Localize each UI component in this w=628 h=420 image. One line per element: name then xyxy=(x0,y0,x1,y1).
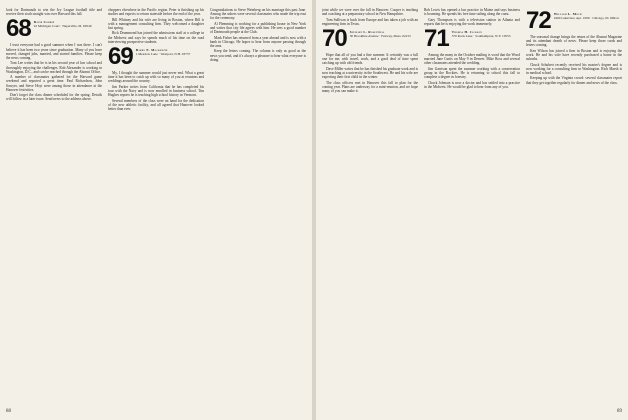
secretary-name: Stewart L. Rosenthal xyxy=(349,30,385,34)
left-column-1 xyxy=(6,8,102,402)
secretary-address: 370 Rock Lane · Southampton, N.Y. 10553 xyxy=(451,34,511,38)
paragraph: Mark Fisher has returned from a year abroad and is now with a bank in Chicago. He hopes to hear from anyone passing through the area. xyxy=(210,35,306,48)
paragraph: A number of classmates gathered for the Harvard game weekend and reported a great time. Paul Richardson, John Sawyer, and Steve Hoyt were among those in attendance at the Hanover festivities. xyxy=(6,75,102,92)
class-header-70 xyxy=(322,25,418,52)
secretary-address: 91 Michigan Court · Naperville, Ill. 60540 xyxy=(33,24,92,29)
secretary-name: William L. Moch xyxy=(553,12,582,16)
paragraph: Congratulations to Steve Weinberg on his marriage this past June. Among the ushers were several classmates who made the trip east for the ceremony. xyxy=(210,8,306,21)
class-secretary-info xyxy=(554,10,619,20)
right-page xyxy=(316,0,628,420)
paragraph: Keeping up with the Virginia crowd: several classmates report that they get together regularly for dinner and news of the class. xyxy=(526,76,622,85)
class-secretary-info xyxy=(452,28,511,38)
class-secretary-info xyxy=(136,46,191,56)
secretary-address: 1 Meadow Lane · Westport, N.H. 03757 xyxy=(135,52,191,56)
paragraph: Ken Wilson has joined a firm in Boston and is enjoying the work. He and his wife have recently purchased a home in the suburbs. xyxy=(526,48,622,62)
class-secretary-info xyxy=(34,18,92,28)
paragraph: Several members of the class were on hand for the dedication of the new athletic facility, and all agreed that Hanover looked better than ever. xyxy=(108,98,204,111)
class-year-number: 68 xyxy=(6,15,31,43)
class-header-72 xyxy=(526,10,622,32)
paragraph: Al Flemming is working for a publishing house in New York and writes that city life agrees with him. He sees a good number of Dartmouth people at the Club. xyxy=(210,21,306,35)
paragraph: joint while we were over the fall in Hanover. Cooper is teaching and coaching at a preparatory school in New Hampshire. xyxy=(322,8,418,17)
class-secretary-info xyxy=(350,28,411,38)
secretary-address: 2400 Lakeview, Apt. 1006 · Chicago, Ill. 60614 xyxy=(553,16,619,20)
paragraph: The seasonal change brings the return of the Alumni Magazine and its attendant dearth of news. Please keep those cards and letters coming. xyxy=(526,35,622,48)
right-column-2 xyxy=(424,8,520,402)
paragraph: Keep the letters coming. The column is only as good as the news you send, and it's always a pleasure to hear what everyone is doing. xyxy=(210,49,306,62)
paragraph: look for Dartmouth to win the Ivy League football title and receive their sixth straight win over Harvard this fall. xyxy=(6,8,102,17)
paragraph: Rick Drummond has joined the admissions staff at a college in the Midwest and says he spends much of his time on the road interviewing prospective students. xyxy=(108,31,204,44)
paragraph: Tom Sullivan is back from Europe and has taken a job with an engineering firm in Texas. xyxy=(322,17,418,26)
left-column-3 xyxy=(210,8,306,402)
class-year-number: 69 xyxy=(108,43,133,70)
class-header-71 xyxy=(424,25,520,52)
left-page xyxy=(0,0,312,420)
class-year-number: 71 xyxy=(424,25,449,52)
paragraph: The class officers met in Hanover this fall to plan for the coming year. Plans are underway for a mini-reunion, and we hope many of you can make it. xyxy=(322,80,418,93)
paragraph: Jim Parker writes from California that he has completed his tour with the Navy and is now enrolled in business school. Tim Hughes reports he is teaching high school history in Vermont. xyxy=(108,84,204,98)
paragraph: My, I thought the summer would just never end. What a great time it has been to catch up with so many of you at reunions and weddings around the country. xyxy=(108,71,204,84)
paragraph: Tom Lee writes that he is in his second year of law school and thoroughly enjoying the challenges. Rob Alexander is working in Washington, D.C., and can be reached through the Alumni Office. xyxy=(6,61,102,74)
paragraph: Don't forget the class dinner scheduled for the spring. Details will follow in a later issue. Send news to the address above. xyxy=(6,93,102,102)
secretary-name: Barry E. Mackenzie xyxy=(135,48,168,52)
right-column-1 xyxy=(322,8,418,402)
paragraph: Bill Whitney and his wife are living in Boston, where Bill is with a management consulting firm. They welcomed a daughter last spring. xyxy=(108,17,204,30)
paragraph: Hope that all of you had a fine summer. It certainly was a full one for me, with travel, work, and a good deal of time spent catching up with old friends. xyxy=(322,53,418,66)
paragraph: Bob Lewis has opened a law practice in Maine and says business is booming. He spends his free time sailing along the coast. xyxy=(424,8,520,17)
paragraph: Gary Thompson is with a television station in Atlanta and reports that he is enjoying the work immensely. xyxy=(424,17,520,26)
secretary-address: 30 Brookline Avenue · Fenway, Mass. 02215 xyxy=(349,34,411,38)
left-column-2 xyxy=(108,8,204,402)
class-year-number: 72 xyxy=(526,8,551,34)
class-header-68 xyxy=(6,15,102,43)
paragraph: Jim Garrison spent the summer working with a conservation group in the Rockies. He is returning to school this fall to complete a degree in forestry. xyxy=(424,66,520,80)
right-column-3 xyxy=(526,8,622,402)
paragraph: I trust everyone had a good summer when I was there. I can't believe it has been two years since graduation. Many of you have moved, changed jobs, married, and started families. Please keep the news coming. xyxy=(6,43,102,61)
page-number: 88 xyxy=(6,409,11,414)
page-number: 89 xyxy=(617,409,622,414)
secretary-name: Thomas H. Jackson xyxy=(451,30,483,34)
paragraph: Among the many in the October mailing is word that the Wood married Jane Curtis on May 9 in Denver. Mike Ross and several other classmates attended the wedding. xyxy=(424,53,520,66)
secretary-name: David Corbin xyxy=(33,20,55,25)
paragraph: choppers elsewhere in the Pacific region. Peter is finishing up his studies and expects to return stateside before the end of the year. xyxy=(108,8,204,17)
class-year-number: 70 xyxy=(322,25,347,52)
paragraph: Chuck Schubert recently received his master's degree and is now working for a consulting firm in Washington. Rich Marsh is in medical school. xyxy=(526,62,622,75)
paragraph: Dave Miller writes that he has finished his graduate work and is now teaching at a university in the Southwest. He and his wife are expecting their first child in the winter. xyxy=(322,66,418,80)
paragraph: Chuck Johnson is now a doctor and has settled into a practice in the Midwest. He would be glad to hear from any of you. xyxy=(424,80,520,89)
class-header-69 xyxy=(108,43,204,70)
